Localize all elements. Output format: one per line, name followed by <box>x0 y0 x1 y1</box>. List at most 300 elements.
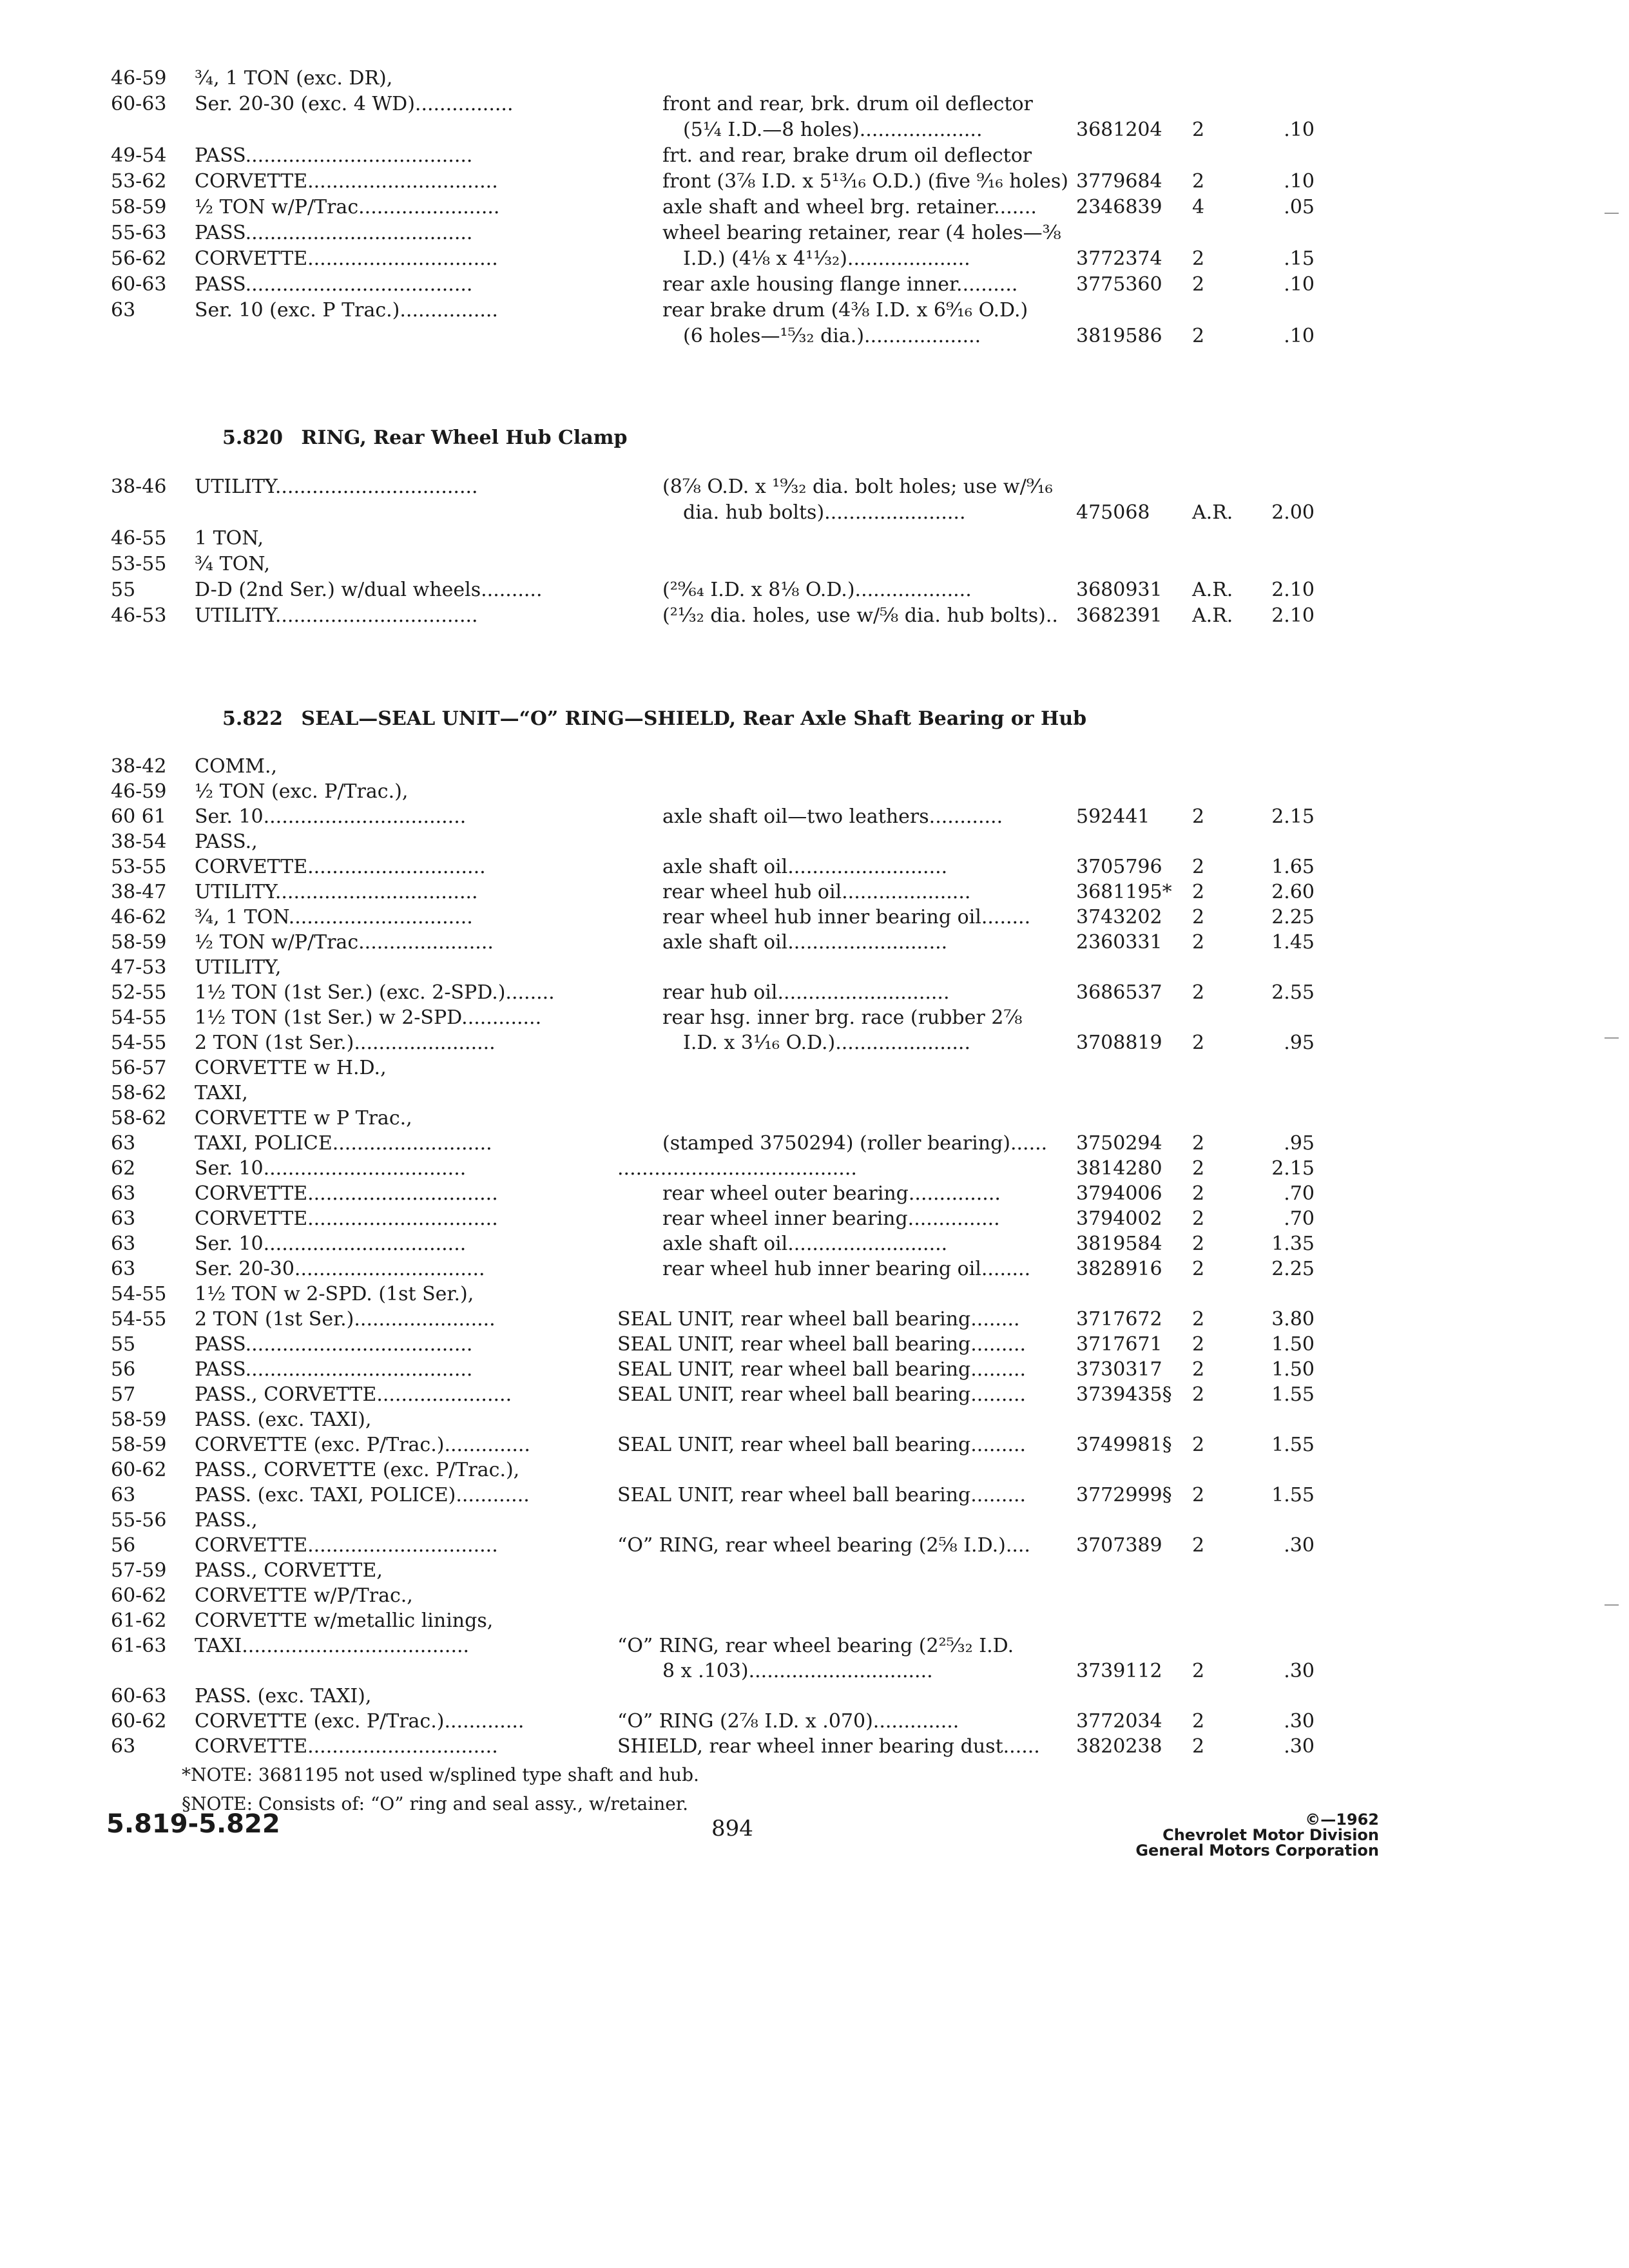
price-cell: 1.50 <box>1271 1333 1315 1356</box>
quantity-cell: 2 <box>1192 856 1205 878</box>
years-cell: 53-62 <box>111 170 167 193</box>
table-row <box>0 1508 1629 1533</box>
quantity-cell: A.R. <box>1192 579 1233 601</box>
table-row <box>0 1457 1629 1483</box>
years-cell: 60-63 <box>111 273 167 296</box>
table-row <box>0 1156 1629 1182</box>
part-number-cell: 3819584 <box>1076 1233 1162 1255</box>
part-number-cell: 3686537 <box>1076 981 1162 1004</box>
description-cell: axle shaft and wheel brg. retainer....... <box>662 196 1037 218</box>
section-number: 5.822 <box>222 707 283 730</box>
table-row <box>0 1583 1629 1609</box>
years-cell: 61-62 <box>111 1610 167 1632</box>
years-cell: 54-55 <box>111 1032 167 1054</box>
table-row <box>0 169 1629 195</box>
model-cell: PASS..................................... <box>195 222 473 244</box>
price-cell: .30 <box>1284 1735 1315 1758</box>
description-cell: (²¹⁄₃₂ dia. holes, use w/⅝ dia. hub bolts).. <box>662 604 1058 627</box>
years-cell: 55 <box>111 1333 136 1356</box>
model-cell: COMM., <box>195 755 278 778</box>
price-cell: .70 <box>1284 1207 1315 1230</box>
years-cell: 46-59 <box>111 67 167 90</box>
table-row <box>0 854 1629 880</box>
table-row <box>0 1030 1629 1056</box>
description-cell: rear hsg. inner brg. race (rubber 2⅞ <box>662 1006 1023 1029</box>
description-cell: (²⁹⁄₆₄ I.D. x 8⅛ O.D.)................... <box>662 579 972 601</box>
table-row <box>0 1382 1629 1408</box>
description-cell: rear brake drum (4⅜ I.D. x 6⁹⁄₁₆ O.D.) <box>662 299 1028 322</box>
years-cell: 54-55 <box>111 1006 167 1029</box>
years-cell: 62 <box>111 1157 136 1180</box>
section-heading-5-822 <box>222 706 1086 732</box>
table-row <box>0 91 1629 117</box>
table-row <box>0 323 1629 349</box>
description-cell: axle shaft oil.......................... <box>662 856 948 878</box>
division-name: Chevrolet Motor Division <box>1162 1826 1379 1844</box>
model-cell: 1½ TON w 2-SPD. (1st Ser.), <box>195 1283 474 1305</box>
price-cell: .05 <box>1284 196 1315 218</box>
price-cell: .10 <box>1284 325 1315 347</box>
table-row <box>0 1432 1629 1458</box>
model-cell: TAXI, POLICE.......................... <box>195 1132 492 1155</box>
years-cell: 60-62 <box>111 1710 167 1733</box>
quantity-cell: A.R. <box>1192 604 1233 627</box>
model-cell: UTILITY, <box>195 956 282 979</box>
years-cell: 56-62 <box>111 247 167 270</box>
table-row <box>0 1081 1629 1106</box>
model-cell: UTILITY................................. <box>195 476 478 498</box>
description-cell: SEAL UNIT, rear wheel ball bearing......... <box>617 1434 1027 1456</box>
description-cell: axle shaft oil—two leathers............ <box>662 805 1003 828</box>
description-cell: rear wheel hub oil..................... <box>662 881 971 903</box>
years-cell: 60-62 <box>111 1459 167 1481</box>
description-cell: “O” RING (2⅞ I.D. x .070).............. <box>617 1710 959 1733</box>
years-cell: 63 <box>111 1182 136 1205</box>
years-cell: 46-62 <box>111 906 167 928</box>
price-cell: 2.25 <box>1271 1258 1315 1280</box>
model-cell: PASS., <box>195 1509 258 1532</box>
years-cell: 63 <box>111 1735 136 1758</box>
model-cell: Ser. 10................................. <box>195 805 467 828</box>
years-cell: 55-63 <box>111 222 167 244</box>
years-cell: 58-59 <box>111 1408 167 1431</box>
part-number-cell: 3775360 <box>1076 273 1162 296</box>
years-cell: 38-42 <box>111 755 167 778</box>
years-cell: 57-59 <box>111 1559 167 1582</box>
part-number-cell: 3707389 <box>1076 1534 1162 1557</box>
description-cell: front (3⅞ I.D. x 5¹³⁄₁₆ O.D.) (five ⁹⁄₁₆ holes) <box>662 170 1068 193</box>
description-cell: rear hub oil............................ <box>662 981 950 1004</box>
description-cell: rear wheel outer bearing............... <box>662 1182 1001 1205</box>
table-row <box>0 1332 1629 1358</box>
model-cell: CORVETTE............................. <box>195 856 486 878</box>
table-row <box>0 829 1629 855</box>
page-number: 894 <box>711 1816 753 1841</box>
years-cell: 54-55 <box>111 1283 167 1305</box>
quantity-cell: 2 <box>1192 1233 1205 1255</box>
price-cell: .10 <box>1284 170 1315 193</box>
price-cell: .30 <box>1284 1660 1315 1682</box>
model-cell: CORVETTE (exc. P/Trac.)............. <box>195 1710 525 1733</box>
footnote-section: §NOTE: Consists of: “O” ring and seal assy., w/retainer. <box>182 1793 689 1814</box>
model-cell: TAXI..................................... <box>195 1635 470 1657</box>
description-cell: SEAL UNIT, rear wheel ball bearing........ <box>617 1308 1020 1331</box>
price-cell: .70 <box>1284 1182 1315 1205</box>
quantity-cell: 2 <box>1192 881 1205 903</box>
part-number-cell: 3814280 <box>1076 1157 1162 1180</box>
part-number-cell: 3772374 <box>1076 247 1162 270</box>
years-cell: 56 <box>111 1358 136 1381</box>
model-cell: CORVETTE............................... <box>195 170 498 193</box>
description-cell: rear wheel hub inner bearing oil........ <box>662 1258 1031 1280</box>
description-cell: axle shaft oil.......................... <box>662 1233 948 1255</box>
description-cell: “O” RING, rear wheel bearing (2²⁵⁄₃₂ I.D. <box>617 1635 1014 1657</box>
part-number-cell: 3708819 <box>1076 1032 1162 1054</box>
table-row <box>0 779 1629 805</box>
price-cell: 2.00 <box>1271 501 1315 524</box>
quantity-cell: 2 <box>1192 1032 1205 1054</box>
years-cell: 60-63 <box>111 93 167 115</box>
quantity-cell: 2 <box>1192 1333 1205 1356</box>
corporation-name: General Motors Corporation <box>1135 1841 1379 1860</box>
table-row <box>0 1282 1629 1307</box>
years-cell: 55 <box>111 579 136 601</box>
part-number-cell: 3820238 <box>1076 1735 1162 1758</box>
part-number-cell: 3772999§ <box>1076 1484 1172 1506</box>
years-cell: 63 <box>111 1484 136 1506</box>
model-cell: Ser. 20-30............................... <box>195 1258 485 1280</box>
model-cell: TAXI, <box>195 1082 248 1104</box>
price-cell: 2.10 <box>1271 579 1315 601</box>
price-cell: 1.55 <box>1271 1484 1315 1506</box>
description-cell: rear wheel inner bearing............... <box>662 1207 1000 1230</box>
model-cell: ½ TON (exc. P/Trac.), <box>195 780 409 803</box>
section-title: SEAL—SEAL UNIT—“O” RING—SHIELD, Rear Axle Shaft Bearing or Hub <box>301 707 1087 730</box>
price-cell: 2.55 <box>1271 981 1315 1004</box>
model-cell: 2 TON (1st Ser.)....................... <box>195 1032 496 1054</box>
description-cell: front and rear, brk. drum oil deflector <box>662 93 1033 115</box>
table-row <box>0 143 1629 169</box>
description-cell: SEAL UNIT, rear wheel ball bearing......... <box>617 1484 1027 1506</box>
section-number: 5.820 <box>222 427 283 449</box>
table-row <box>0 1005 1629 1031</box>
table-row <box>0 1709 1629 1735</box>
years-cell: 38-54 <box>111 831 167 853</box>
part-number-cell: 592441 <box>1076 805 1150 828</box>
table-row <box>0 930 1629 956</box>
price-cell: 1.35 <box>1271 1233 1315 1255</box>
quantity-cell: 2 <box>1192 1132 1205 1155</box>
model-cell: PASS., CORVETTE (exc. P/Trac.), <box>195 1459 520 1481</box>
years-cell: 46-55 <box>111 527 167 550</box>
table-row <box>0 1658 1629 1684</box>
years-cell: 58-59 <box>111 196 167 218</box>
table-row <box>0 905 1629 930</box>
model-cell: D-D (2nd Ser.) w/dual wheels.......... <box>195 579 543 601</box>
part-number-cell: 3794002 <box>1076 1207 1162 1230</box>
price-cell: 1.55 <box>1271 1383 1315 1406</box>
description-cell: ....................................... <box>617 1157 857 1180</box>
model-cell: 2 TON (1st Ser.)....................... <box>195 1308 496 1331</box>
table-row <box>0 552 1629 577</box>
model-cell: Ser. 10................................. <box>195 1157 467 1180</box>
years-cell: 56-57 <box>111 1057 167 1079</box>
years-cell: 57 <box>111 1383 136 1406</box>
table-row <box>0 1256 1629 1282</box>
model-cell: CORVETTE............................... <box>195 1534 498 1557</box>
quantity-cell: 2 <box>1192 1358 1205 1381</box>
price-cell: .95 <box>1284 1132 1315 1155</box>
part-number-cell: 3772034 <box>1076 1710 1162 1733</box>
model-cell: PASS., CORVETTE, <box>195 1559 383 1582</box>
table-row <box>0 1684 1629 1709</box>
part-number-cell: 3743202 <box>1076 906 1162 928</box>
years-cell: 63 <box>111 1258 136 1280</box>
years-cell: 46-53 <box>111 604 167 627</box>
years-cell: 53-55 <box>111 856 167 878</box>
price-cell: .30 <box>1284 1710 1315 1733</box>
table-row <box>0 1231 1629 1257</box>
description-cell: 8 x .103).............................. <box>662 1660 933 1682</box>
years-cell: 58-59 <box>111 1434 167 1456</box>
years-cell: 60-63 <box>111 1685 167 1707</box>
description-cell: “O” RING, rear wheel bearing (2⅝ I.D.).... <box>617 1534 1030 1557</box>
price-cell: 3.80 <box>1271 1308 1315 1331</box>
table-row <box>0 117 1629 143</box>
description-cell: rear axle housing flange inner.......... <box>662 273 1018 296</box>
part-number-cell: 3680931 <box>1076 579 1162 601</box>
quantity-cell: 2 <box>1192 1207 1205 1230</box>
table-row <box>0 955 1629 981</box>
description-cell: SHIELD, rear wheel inner bearing dust...... <box>617 1735 1040 1758</box>
years-cell: 60-62 <box>111 1584 167 1607</box>
model-cell: CORVETTE............................... <box>195 1735 498 1758</box>
description-cell: (6 holes—¹⁵⁄₃₂ dia.)................... <box>683 325 981 347</box>
model-cell: Ser. 10................................. <box>195 1233 467 1255</box>
years-cell: 61-63 <box>111 1635 167 1657</box>
table-row <box>0 754 1629 780</box>
price-cell: 1.55 <box>1271 1434 1315 1456</box>
part-number-cell: 3717671 <box>1076 1333 1162 1356</box>
quantity-cell: 2 <box>1192 119 1205 141</box>
margin-mark <box>1605 1037 1619 1039</box>
quantity-cell: 2 <box>1192 273 1205 296</box>
price-cell: .10 <box>1284 119 1315 141</box>
table-row <box>0 1608 1629 1634</box>
quantity-cell: 2 <box>1192 1710 1205 1733</box>
model-cell: CORVETTE w P Trac., <box>195 1107 412 1129</box>
years-cell: 58-62 <box>111 1082 167 1104</box>
model-cell: ½ TON w/P/Trac...................... <box>195 931 494 954</box>
group-range: 5.819-5.822 <box>106 1809 280 1839</box>
model-cell: CORVETTE w H.D., <box>195 1057 387 1079</box>
table-row <box>0 1558 1629 1584</box>
price-cell: 2.25 <box>1271 906 1315 928</box>
quantity-cell: 2 <box>1192 1735 1205 1758</box>
model-cell: PASS..................................... <box>195 1333 473 1356</box>
model-cell: Ser. 20-30 (exc. 4 WD)................ <box>195 93 514 115</box>
description-cell: SEAL UNIT, rear wheel ball bearing......... <box>617 1358 1027 1381</box>
table-row <box>0 804 1629 830</box>
price-cell: 1.65 <box>1271 856 1315 878</box>
price-cell: .30 <box>1284 1534 1315 1557</box>
margin-mark <box>1605 213 1619 214</box>
footnote-star: *NOTE: 3681195 not used w/splined type shaft and hub. <box>182 1764 699 1785</box>
quantity-cell: 2 <box>1192 805 1205 828</box>
model-cell: CORVETTE............................... <box>195 1182 498 1205</box>
description-cell: (8⅞ O.D. x ¹⁹⁄₃₂ dia. bolt holes; use w/⁹⁄₁₆ <box>662 476 1053 498</box>
table-row <box>0 879 1629 905</box>
description-cell: (5¼ I.D.—8 holes).................... <box>683 119 983 141</box>
table-row <box>0 246 1629 272</box>
section-heading-5-820 <box>222 425 627 451</box>
quantity-cell: 2 <box>1192 170 1205 193</box>
description-cell: axle shaft oil.......................... <box>662 931 948 954</box>
copyright: ©—1962 <box>1305 1811 1379 1829</box>
quantity-cell: 2 <box>1192 906 1205 928</box>
quantity-cell: 2 <box>1192 1308 1205 1331</box>
model-cell: PASS..................................... <box>195 144 473 167</box>
description-cell: wheel bearing retainer, rear (4 holes—⅜ <box>662 222 1061 244</box>
quantity-cell: 2 <box>1192 1258 1205 1280</box>
table-row <box>0 195 1629 220</box>
table-row <box>0 66 1629 91</box>
part-number-cell: 3730317 <box>1076 1358 1162 1381</box>
years-cell: 49-54 <box>111 144 167 167</box>
years-cell: 63 <box>111 1233 136 1255</box>
part-number-cell: 3794006 <box>1076 1182 1162 1205</box>
part-number-cell: 2346839 <box>1076 196 1162 218</box>
part-number-cell: 3749981§ <box>1076 1434 1172 1456</box>
table-row <box>0 526 1629 552</box>
quantity-cell: 2 <box>1192 981 1205 1004</box>
quantity-cell: 2 <box>1192 1534 1205 1557</box>
table-row <box>0 1055 1629 1081</box>
table-row <box>0 603 1629 629</box>
part-number-cell: 3819586 <box>1076 325 1162 347</box>
table-row <box>0 474 1629 500</box>
part-number-cell: 3717672 <box>1076 1308 1162 1331</box>
model-cell: CORVETTE (exc. P/Trac.).............. <box>195 1434 530 1456</box>
part-number-cell: 3750294 <box>1076 1132 1162 1155</box>
model-cell: ³⁄₄, 1 TON.............................. <box>195 906 473 928</box>
years-cell: 52-55 <box>111 981 167 1004</box>
table-row <box>0 1633 1629 1659</box>
section-title: RING, Rear Wheel Hub Clamp <box>301 427 628 449</box>
quantity-cell: A.R. <box>1192 501 1233 524</box>
description-cell: dia. hub bolts)....................... <box>683 501 966 524</box>
years-cell: 63 <box>111 299 136 322</box>
description-cell: I.D. x 3⅟₁₆ O.D.)...................... <box>683 1032 971 1054</box>
years-cell: 46-59 <box>111 780 167 803</box>
price-cell: 2.10 <box>1271 604 1315 627</box>
model-cell: 1 TON, <box>195 527 264 550</box>
model-cell: PASS..................................... <box>195 1358 473 1381</box>
years-cell: 56 <box>111 1534 136 1557</box>
quantity-cell: 4 <box>1192 196 1205 218</box>
description-cell: SEAL UNIT, rear wheel ball bearing......... <box>617 1383 1027 1406</box>
years-cell: 55-56 <box>111 1509 167 1532</box>
model-cell: ³⁄₄, 1 TON (exc. DR), <box>195 67 393 90</box>
publisher-block <box>1095 1812 1379 1858</box>
part-number-cell: 3681195* <box>1076 881 1172 903</box>
price-cell: 1.45 <box>1271 931 1315 954</box>
part-number-cell: 3705796 <box>1076 856 1162 878</box>
years-cell: 58-59 <box>111 931 167 954</box>
model-cell: PASS..................................... <box>195 273 473 296</box>
model-cell: PASS. (exc. TAXI), <box>195 1408 372 1431</box>
table-row <box>0 1106 1629 1131</box>
years-cell: 38-46 <box>111 476 167 498</box>
table-row <box>0 500 1629 526</box>
part-number-cell: 3681204 <box>1076 119 1162 141</box>
price-cell: 2.60 <box>1271 881 1315 903</box>
model-cell: UTILITY................................. <box>195 604 478 627</box>
part-number-cell: 3779684 <box>1076 170 1162 193</box>
price-cell: 2.15 <box>1271 1157 1315 1180</box>
description-cell: (stamped 3750294) (roller bearing)...... <box>662 1132 1048 1155</box>
years-cell: 53-55 <box>111 553 167 575</box>
part-number-cell: 2360331 <box>1076 931 1162 954</box>
table-row <box>0 1307 1629 1332</box>
model-cell: CORVETTE w/metallic linings, <box>195 1610 494 1632</box>
model-cell: CORVETTE............................... <box>195 1207 498 1230</box>
model-cell: CORVETTE............................... <box>195 247 498 270</box>
quantity-cell: 2 <box>1192 1182 1205 1205</box>
part-number-cell: 3739112 <box>1076 1660 1162 1682</box>
part-number-cell: 3739435§ <box>1076 1383 1172 1406</box>
model-cell: ³⁄₄ TON, <box>195 553 271 575</box>
price-cell: .95 <box>1284 1032 1315 1054</box>
description-cell: I.D.) (4⅛ x 4¹¹⁄₃₂).................... <box>683 247 970 270</box>
table-row <box>0 1407 1629 1433</box>
quantity-cell: 2 <box>1192 1484 1205 1506</box>
quantity-cell: 2 <box>1192 325 1205 347</box>
quantity-cell: 2 <box>1192 931 1205 954</box>
table-row <box>0 1734 1629 1760</box>
table-row <box>0 1357 1629 1383</box>
table-row <box>0 577 1629 603</box>
quantity-cell: 2 <box>1192 1434 1205 1456</box>
years-cell: 63 <box>111 1132 136 1155</box>
table-row <box>0 1483 1629 1508</box>
quantity-cell: 2 <box>1192 1383 1205 1406</box>
part-number-cell: 3828916 <box>1076 1258 1162 1280</box>
model-cell: PASS., CORVETTE...................... <box>195 1383 512 1406</box>
years-cell: 38-47 <box>111 881 167 903</box>
years-cell: 63 <box>111 1207 136 1230</box>
model-cell: 1½ TON (1st Ser.) w 2-SPD............. <box>195 1006 542 1029</box>
model-cell: CORVETTE w/P/Trac., <box>195 1584 413 1607</box>
table-row <box>0 298 1629 323</box>
years-cell: 60 61 <box>111 805 166 828</box>
table-row <box>0 272 1629 298</box>
table-row <box>0 1206 1629 1232</box>
model-cell: Ser. 10 (exc. P Trac.)................ <box>195 299 498 322</box>
description-cell: SEAL UNIT, rear wheel ball bearing......... <box>617 1333 1027 1356</box>
part-number-cell: 475068 <box>1076 501 1150 524</box>
years-cell: 47-53 <box>111 956 167 979</box>
price-cell: .10 <box>1284 273 1315 296</box>
quantity-cell: 2 <box>1192 1157 1205 1180</box>
part-number-cell: 3682391 <box>1076 604 1162 627</box>
model-cell: PASS. (exc. TAXI), <box>195 1685 372 1707</box>
description-cell: frt. and rear, brake drum oil deflector <box>662 144 1032 167</box>
table-row <box>0 220 1629 246</box>
model-cell: ½ TON w/P/Trac....................... <box>195 196 500 218</box>
price-cell: 1.50 <box>1271 1358 1315 1381</box>
description-cell: rear wheel hub inner bearing oil........ <box>662 906 1031 928</box>
